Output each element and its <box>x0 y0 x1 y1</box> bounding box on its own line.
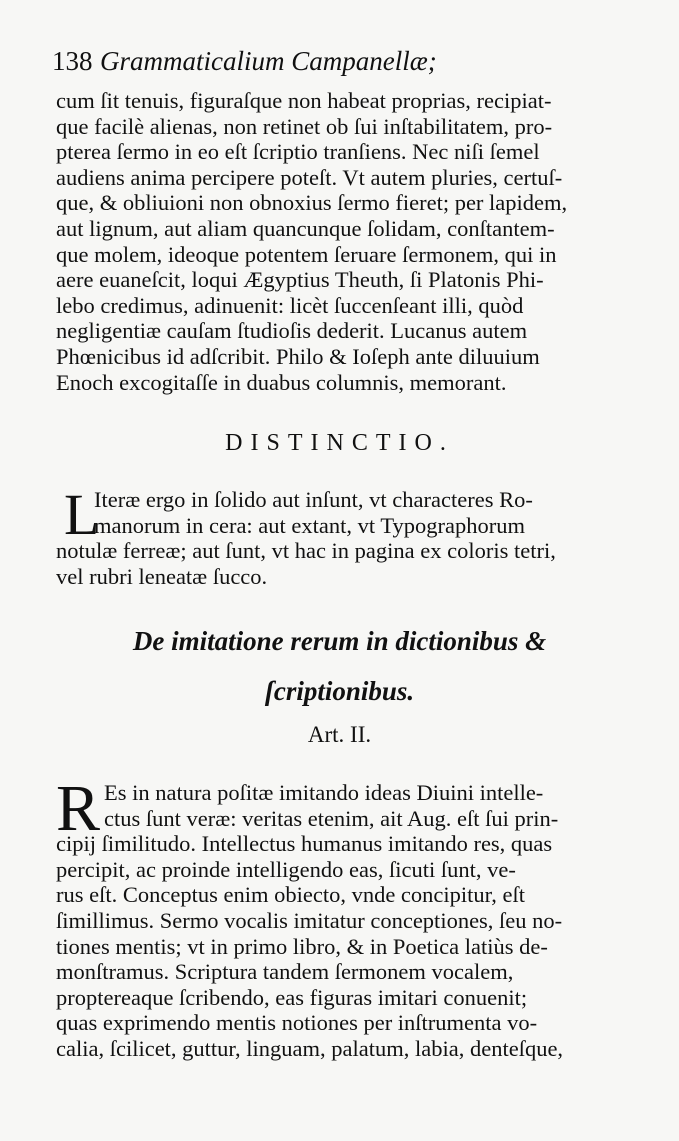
running-head <box>52 44 612 78</box>
text-line: rus eſt. Conceptus enim obiecto, vnde concipitur, eſt <box>56 882 525 908</box>
text-line: tiones mentis; vt in primo libro, & in Poetica latiùs de- <box>56 933 548 959</box>
drop-capital: L <box>64 482 100 547</box>
text-line: Enoch excogitaſſe in duabus columnis, memorant. <box>56 369 507 395</box>
text-line: proptereaque ſcribendo, eas figuras imitari conuenit; <box>56 984 528 1010</box>
running-head-title: Grammaticalium Campanellæ; <box>100 46 437 76</box>
text-line: cum ſit tenuis, figuraſque non habeat proprias, recipiat- <box>56 88 552 113</box>
text-line: que, & obliuioni non obnoxius ſermo fieret; per lapidem, <box>56 190 568 216</box>
text-line: aut lignum, aut aliam quancunque ſolidam, conſtantem- <box>56 215 555 241</box>
text-line: aere euaneſcit, loqui Ægyptius Theuth, ſi Platonis Phi- <box>56 267 544 293</box>
text-line: lebo credimus, adinuenit: licèt ſuccenſeant illi, quòd <box>56 292 524 318</box>
text-line: percipit, ac proinde intelligendo eas, ſicuti ſunt, ve- <box>56 856 516 882</box>
text-line: audiens anima percipere poteſt. Vt autem pluries, certuſ- <box>56 164 563 190</box>
text-line: vel rubri leneatæ ſucco. <box>56 563 268 589</box>
text-line: quas exprimendo mentis notiones per inſtrumenta vo- <box>56 1010 538 1036</box>
text-line: pterea ſermo in eo eſt ſcriptio tranſiens. Nec niſi ſemel <box>56 139 540 165</box>
text-line: Iteræ ergo in ſolido aut inſunt, vt characteres Ro- <box>94 487 533 512</box>
text-line: notulæ ferreæ; aut ſunt, vt hac in pagina ex coloris tetri, <box>56 538 556 564</box>
text-line: Es in natura poſitæ imitando ideas Diuini intelle- <box>104 780 544 805</box>
text-line: negligentiæ cauſam ſtudioſis dederit. Lucanus autem <box>56 318 528 344</box>
drop-capital: R <box>56 772 101 845</box>
page-number: 138 <box>52 46 93 76</box>
text-line: cipij ſimilitudo. Intellectus humanus imitando res, quas <box>56 831 553 857</box>
main-paragraph <box>56 780 636 1062</box>
text-line: Phœnicibus id adſcribit. Philo & Ioſeph ante diluuium <box>56 343 540 369</box>
text-line: manorum in cera: aut extant, vt Typographorum <box>94 512 526 538</box>
article-heading: Art. II. <box>307 722 372 747</box>
text-line: calia, ſcilicet, guttur, linguam, palatum, labia, denteſque, <box>56 1035 564 1061</box>
distinctio-paragraph <box>56 482 636 589</box>
section-title-line: De imitatione rerum in dictionibus & <box>132 626 547 656</box>
text-line: que molem, ideoque potentem ſeruare ſermonem, qui in <box>56 241 557 267</box>
text-line: ſimillimus. Sermo vocalis imitatur conceptiones, ſeu no- <box>56 907 563 933</box>
text-line: que facilè alienas, non retinet ob ſui inſtabilitatem, pro- <box>56 113 553 139</box>
section-title-line: ſcriptionibus. <box>264 676 415 706</box>
section-title <box>0 616 679 716</box>
text-line: monſtramus. Scriptura tandem ſermonem vocalem, <box>56 959 514 985</box>
top-paragraph <box>56 88 636 395</box>
distinctio-heading: DISTINCTIO. <box>225 430 454 456</box>
text-line: ctus ſunt veræ: veritas etenim, ait Aug. eſt ſui prin- <box>104 805 559 831</box>
